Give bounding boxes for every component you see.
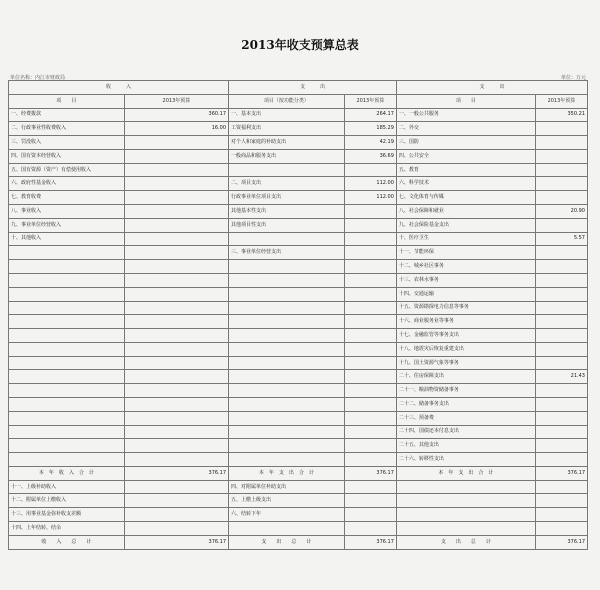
income-grand-label: 收 入 总 计 xyxy=(9,535,125,549)
income-item-cell: 一、经费拨款 xyxy=(9,108,125,122)
economic-item-cell: 四、公共安全 xyxy=(396,149,535,163)
economic-item-cell: 三、国防 xyxy=(396,136,535,150)
economic-item-cell: 八、社会保障和就业 xyxy=(396,205,535,219)
economic-budget-cell xyxy=(535,342,587,356)
function-item-cell xyxy=(229,329,345,343)
income-budget-cell xyxy=(124,191,228,205)
table-row xyxy=(9,122,588,136)
income-budget-header: 2013年预算 xyxy=(124,94,228,108)
income-budget-cell xyxy=(124,273,228,287)
function-total-label: 本 年 支 出 合 计 xyxy=(229,466,345,480)
economic-item-cell: 二十三、预备费 xyxy=(396,411,535,425)
function-item-cell xyxy=(229,439,345,453)
income-item-cell: 四、国有资本经营收入 xyxy=(9,149,125,163)
unit-label: 单位：万元 xyxy=(560,75,586,81)
economic-item-cell: 七、文化体育与传媒 xyxy=(396,191,535,205)
table-row xyxy=(9,163,588,177)
income-item-cell: 十、其他收入 xyxy=(9,232,125,246)
table-row xyxy=(9,232,588,246)
economic-budget-cell xyxy=(535,315,587,329)
economic-budget-cell: 5.57 xyxy=(535,232,587,246)
function-budget-cell xyxy=(344,342,396,356)
income-budget-cell xyxy=(124,453,228,467)
table-row xyxy=(9,522,588,536)
economic-item-cell: 十五、资源勘探电力信息等事务 xyxy=(396,301,535,315)
economic-item-cell: 六、科学技术 xyxy=(396,177,535,191)
table-row xyxy=(9,425,588,439)
income-item-cell xyxy=(9,273,125,287)
economic-grand-value: 376.17 xyxy=(535,535,587,549)
table-row xyxy=(9,411,588,425)
economic-item-cell xyxy=(396,508,535,522)
income-budget-cell: 16.00 xyxy=(124,122,228,136)
income-item-cell xyxy=(9,287,125,301)
function-budget-cell xyxy=(344,397,396,411)
economic-budget-cell xyxy=(535,480,587,494)
table-row xyxy=(9,246,588,260)
budget-summary-table xyxy=(8,80,588,550)
function-item-cell xyxy=(229,411,345,425)
function-item-cell: 四、对附属单位补助支出 xyxy=(229,480,345,494)
economic-item-cell: 九、社会保险基金支出 xyxy=(396,218,535,232)
grand-total-row xyxy=(9,535,588,549)
function-budget-cell: 36.69 xyxy=(344,149,396,163)
economic-budget-cell xyxy=(535,177,587,191)
income-item-header: 项 目 xyxy=(9,94,125,108)
economic-item-cell: 二十、住房保障支出 xyxy=(396,370,535,384)
economic-item-cell: 二、外交 xyxy=(396,122,535,136)
function-item-cell: 一般商品和服务支出 xyxy=(229,149,345,163)
function-budget-cell xyxy=(344,315,396,329)
expense-economic-group-header: 支 出 xyxy=(396,81,587,95)
table-row xyxy=(9,329,588,343)
function-budget-cell xyxy=(344,218,396,232)
economic-item-cell: 一、一般公共服务 xyxy=(396,108,535,122)
economic-item-cell: 十四、交通运输 xyxy=(396,287,535,301)
function-budget-cell xyxy=(344,232,396,246)
function-budget-cell: 42.19 xyxy=(344,136,396,150)
income-budget-cell xyxy=(124,246,228,260)
income-budget-cell xyxy=(124,411,228,425)
function-item-cell: 其他基本性支出 xyxy=(229,205,345,219)
economic-budget-cell xyxy=(535,508,587,522)
income-budget-cell xyxy=(124,342,228,356)
income-item-cell: 三、罚没收入 xyxy=(9,136,125,150)
economic-budget-cell xyxy=(535,425,587,439)
income-item-cell xyxy=(9,315,125,329)
table-row xyxy=(9,287,588,301)
income-item-cell: 十四、上年结转、结余 xyxy=(9,522,125,536)
function-item-cell xyxy=(229,232,345,246)
table-row xyxy=(9,149,588,163)
economic-budget-cell xyxy=(535,287,587,301)
function-item-cell: 二、项目支出 xyxy=(229,177,345,191)
table-row xyxy=(9,508,588,522)
income-budget-cell xyxy=(124,384,228,398)
table-row xyxy=(9,177,588,191)
function-item-cell: 六、结转下年 xyxy=(229,508,345,522)
income-item-cell: 十一、上级补助收入 xyxy=(9,480,125,494)
economic-item-cell xyxy=(396,494,535,508)
function-item-cell: 行政事业单位项目支出 xyxy=(229,191,345,205)
annual-total-row xyxy=(9,466,588,480)
income-budget-cell xyxy=(124,149,228,163)
economic-budget-cell xyxy=(535,329,587,343)
table-row xyxy=(9,397,588,411)
function-item-cell: 一、基本支出 xyxy=(229,108,345,122)
function-budget-cell xyxy=(344,205,396,219)
function-budget-cell xyxy=(344,301,396,315)
economic-item-header: 项 目 xyxy=(396,94,535,108)
economic-budget-cell xyxy=(535,494,587,508)
function-budget-cell xyxy=(344,411,396,425)
economic-budget-cell xyxy=(535,397,587,411)
function-budget-cell xyxy=(344,246,396,260)
function-item-cell xyxy=(229,287,345,301)
table-row xyxy=(9,218,588,232)
income-budget-cell xyxy=(124,163,228,177)
income-grand-value: 376.17 xyxy=(124,535,228,549)
function-budget-cell xyxy=(344,329,396,343)
income-item-cell: 九、事业单位经营收入 xyxy=(9,218,125,232)
function-budget-cell: 112.00 xyxy=(344,177,396,191)
economic-item-cell: 二十四、国债还本付息支出 xyxy=(396,425,535,439)
income-item-cell xyxy=(9,439,125,453)
function-budget-cell xyxy=(344,439,396,453)
table-row xyxy=(9,439,588,453)
economic-budget-header: 2013年预算 xyxy=(535,94,587,108)
income-budget-cell xyxy=(124,508,228,522)
income-budget-cell xyxy=(124,205,228,219)
table-row xyxy=(9,480,588,494)
function-budget-cell xyxy=(344,370,396,384)
income-budget-cell xyxy=(124,218,228,232)
economic-budget-cell xyxy=(535,136,587,150)
function-budget-cell xyxy=(344,384,396,398)
economic-budget-cell xyxy=(535,439,587,453)
income-budget-cell xyxy=(124,315,228,329)
economic-budget-cell xyxy=(535,191,587,205)
function-budget-cell xyxy=(344,480,396,494)
income-total-label: 本 年 收 入 合 计 xyxy=(9,466,125,480)
income-item-cell xyxy=(9,425,125,439)
function-item-cell xyxy=(229,301,345,315)
economic-item-cell: 二十六、转移性支出 xyxy=(396,453,535,467)
income-budget-cell xyxy=(124,260,228,274)
income-item-cell xyxy=(9,301,125,315)
income-budget-cell xyxy=(124,287,228,301)
economic-budget-cell xyxy=(535,149,587,163)
economic-item-cell: 二十一、粮油物资储备事务 xyxy=(396,384,535,398)
economic-item-cell: 十三、农林水事务 xyxy=(396,273,535,287)
economic-item-cell: 二十五、其他支出 xyxy=(396,439,535,453)
economic-item-cell: 十六、商业服务业等事务 xyxy=(396,315,535,329)
economic-budget-cell xyxy=(535,453,587,467)
economic-item-cell: 十七、金融监管等事务支出 xyxy=(396,329,535,343)
economic-budget-cell xyxy=(535,122,587,136)
economic-budget-cell xyxy=(535,384,587,398)
function-item-cell: 三、事业单位经营支出 xyxy=(229,246,345,260)
economic-budget-cell xyxy=(535,356,587,370)
economic-item-cell: 五、教育 xyxy=(396,163,535,177)
income-item-cell: 十二、附属单位上缴收入 xyxy=(9,494,125,508)
table-row xyxy=(9,315,588,329)
income-item-cell: 二、行政事业性收费收入 xyxy=(9,122,125,136)
function-budget-header: 2013年预算 xyxy=(344,94,396,108)
economic-item-cell xyxy=(396,480,535,494)
economic-budget-cell xyxy=(535,522,587,536)
income-budget-cell xyxy=(124,522,228,536)
income-item-cell: 八、事业收入 xyxy=(9,205,125,219)
function-budget-cell xyxy=(344,494,396,508)
economic-budget-cell xyxy=(535,163,587,177)
income-budget-cell xyxy=(124,232,228,246)
table-row xyxy=(9,273,588,287)
table-row xyxy=(9,370,588,384)
income-item-cell: 七、教育收费 xyxy=(9,191,125,205)
function-budget-cell: 112.00 xyxy=(344,191,396,205)
economic-budget-cell xyxy=(535,301,587,315)
economic-item-cell: 十九、国土资源气象等事务 xyxy=(396,356,535,370)
function-item-cell: 五、上缴上级支出 xyxy=(229,494,345,508)
function-budget-cell xyxy=(344,522,396,536)
economic-budget-cell xyxy=(535,218,587,232)
economic-item-cell: 十、医疗卫生 xyxy=(396,232,535,246)
income-group-header: 收 入 xyxy=(9,81,229,95)
economic-budget-cell xyxy=(535,273,587,287)
function-item-cell: 对个人和家庭的补助支出 xyxy=(229,136,345,150)
economic-grand-label: 支 出 总 计 xyxy=(396,535,535,549)
table-row xyxy=(9,356,588,370)
table-row xyxy=(9,191,588,205)
function-budget-cell xyxy=(344,287,396,301)
income-item-cell: 十三、用事业基金弥补收支差额 xyxy=(9,508,125,522)
economic-total-value: 376.17 xyxy=(535,466,587,480)
function-item-cell xyxy=(229,260,345,274)
economic-budget-cell xyxy=(535,246,587,260)
function-item-cell xyxy=(229,522,345,536)
function-budget-cell xyxy=(344,425,396,439)
economic-item-cell: 十八、地震灾后恢复重建支出 xyxy=(396,342,535,356)
function-item-cell: 工资福利支出 xyxy=(229,122,345,136)
table-row xyxy=(9,108,588,122)
function-item-cell xyxy=(229,356,345,370)
function-item-header: 项目（按功能分类） xyxy=(229,94,345,108)
income-item-cell: 五、国有资源（资产）有偿使用收入 xyxy=(9,163,125,177)
income-item-cell xyxy=(9,384,125,398)
economic-budget-cell: 20.90 xyxy=(535,205,587,219)
function-budget-cell xyxy=(344,453,396,467)
income-item-cell xyxy=(9,370,125,384)
function-budget-cell xyxy=(344,508,396,522)
function-item-cell xyxy=(229,370,345,384)
income-budget-cell xyxy=(124,329,228,343)
function-item-cell xyxy=(229,453,345,467)
function-item-cell xyxy=(229,273,345,287)
income-budget-cell xyxy=(124,370,228,384)
economic-budget-cell xyxy=(535,411,587,425)
economic-budget-cell: 21.43 xyxy=(535,370,587,384)
unit-name-label: 单位名称：内江市财政局 xyxy=(10,75,66,81)
function-item-cell xyxy=(229,397,345,411)
table-row xyxy=(9,384,588,398)
economic-total-label: 本 年 支 出 合 计 xyxy=(396,466,535,480)
function-budget-cell: 264.17 xyxy=(344,108,396,122)
income-budget-cell xyxy=(124,439,228,453)
function-budget-cell xyxy=(344,273,396,287)
page-title: 2013年收支预算总表 xyxy=(241,38,359,52)
income-item-cell xyxy=(9,411,125,425)
function-budget-cell xyxy=(344,163,396,177)
income-budget-cell xyxy=(124,425,228,439)
income-budget-cell xyxy=(124,177,228,191)
function-item-cell xyxy=(229,163,345,177)
income-budget-cell xyxy=(124,480,228,494)
table-row xyxy=(9,494,588,508)
income-budget-cell xyxy=(124,356,228,370)
income-budget-cell xyxy=(124,397,228,411)
expense-function-group-header: 支 出 xyxy=(229,81,397,95)
function-budget-cell xyxy=(344,356,396,370)
function-grand-value: 376.17 xyxy=(344,535,396,549)
table-row xyxy=(9,301,588,315)
table-row xyxy=(9,342,588,356)
function-item-cell xyxy=(229,342,345,356)
income-item-cell: 六、政府性基金收入 xyxy=(9,177,125,191)
income-budget-cell xyxy=(124,136,228,150)
function-grand-label: 支 出 总 计 xyxy=(229,535,345,549)
income-budget-cell xyxy=(124,494,228,508)
income-budget-cell: 360.17 xyxy=(124,108,228,122)
economic-item-cell: 十一、节能环保 xyxy=(396,246,535,260)
economic-item-cell: 十二、城乡社区事务 xyxy=(396,260,535,274)
income-total-value: 376.17 xyxy=(124,466,228,480)
income-item-cell xyxy=(9,260,125,274)
economic-budget-cell xyxy=(535,260,587,274)
function-item-cell xyxy=(229,315,345,329)
function-budget-cell xyxy=(344,260,396,274)
table-row xyxy=(9,260,588,274)
income-item-cell xyxy=(9,329,125,343)
table-row xyxy=(9,205,588,219)
income-item-cell xyxy=(9,453,125,467)
function-total-value: 376.17 xyxy=(344,466,396,480)
function-budget-cell: 185.29 xyxy=(344,122,396,136)
economic-item-cell: 二十二、储备事务支出 xyxy=(396,397,535,411)
economic-budget-cell: 350.21 xyxy=(535,108,587,122)
income-budget-cell xyxy=(124,301,228,315)
economic-item-cell xyxy=(396,522,535,536)
income-item-cell xyxy=(9,342,125,356)
income-item-cell xyxy=(9,246,125,260)
income-item-cell xyxy=(9,356,125,370)
function-item-cell xyxy=(229,384,345,398)
function-item-cell xyxy=(229,425,345,439)
table-row xyxy=(9,453,588,467)
table-row xyxy=(9,136,588,150)
income-item-cell xyxy=(9,397,125,411)
function-item-cell: 其他项目性支出 xyxy=(229,218,345,232)
